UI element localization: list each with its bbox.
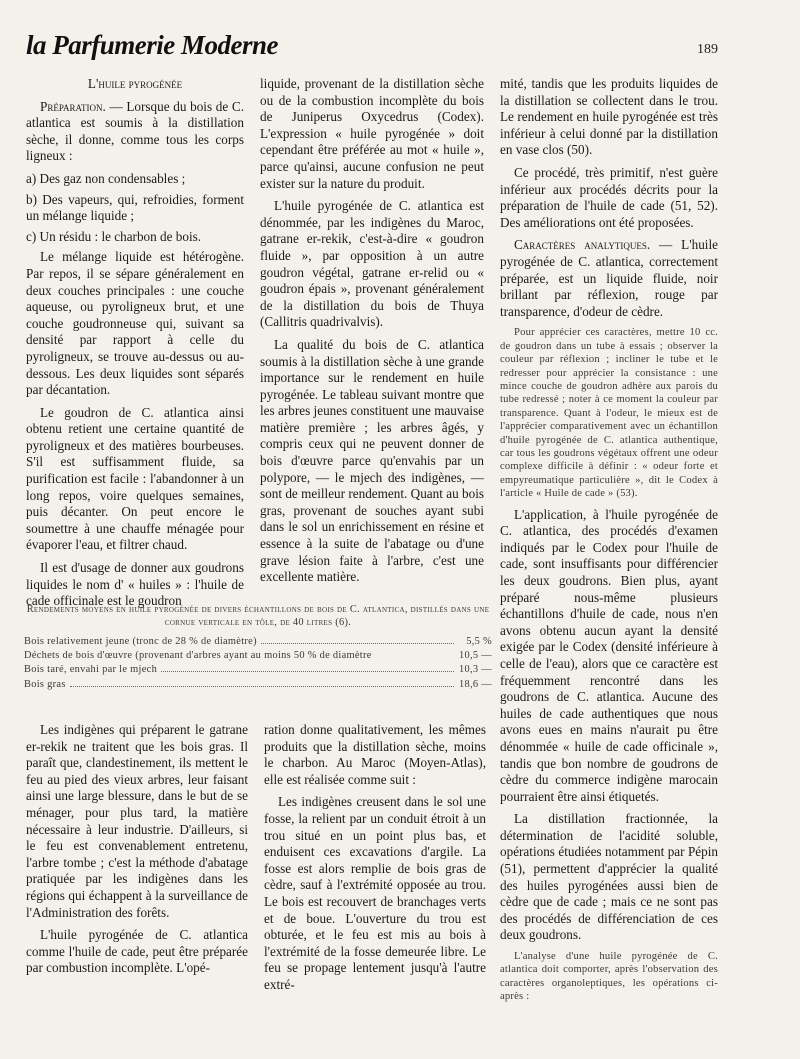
analytical-paragraph [500, 237, 718, 320]
table-row [24, 635, 492, 649]
journal-masthead: la Parfumerie Moderne [26, 30, 278, 60]
table-row-value: 10,5 — [459, 650, 492, 662]
column-1-top [26, 76, 244, 616]
paragraph: La qualité du bois de C. atlantica soumis à la distillation sèche à une grande importance sur le rendement en huile pyrogénée. Le tableau suivant montre que les arbres jeunes constituent une mauvaise matière première ; les arbres âgés, y compris ceux qui ne peuvent donner de bois d'œuvre parce qu'envahis par un polypore, — le mjech des indigènes, — sont de meilleur rendement. Quant au bois gras, provenant de souches ayant subi dans le sol un enrichissement en résine et essence à la suite de l'abatage ou d'une grave lésion faite à l'arbre, c'est une excellente matière. [260, 336, 484, 585]
dot-leader [161, 671, 454, 672]
paragraph: Le mélange liquide est hétérogène. Par repos, il se sépare généralement en deux couches principales : une couche aqueuse, ou pyroligneux brut, et une couche goudronneuse qui, suivant sa densité par rapport à celle du pyroligneux, se trouve au-dessus ou au-dessous. Les deux liquides sont séparés par décantation. [26, 249, 244, 398]
paragraph: L'huile pyrogénée de C. atlantica comme l'huile de cade, peut être préparée par combustion incomplète. L'opé- [26, 927, 248, 976]
column-3 [500, 76, 718, 1010]
table-row-value: 5,5 % [466, 636, 492, 647]
column-2-top [260, 76, 484, 592]
paragraph: ration donne qualitativement, les mêmes produits que la distillation sèche, moins le charbon. Au Maroc (Moyen-Atlas), elle est réalisée comme suit : [264, 722, 486, 787]
paragraph: L'huile pyrogénée de C. atlantica est dénommée, par les indigènes du Maroc, gatrane er-rekik, c'est-à-dire « goudron fluide », par opposition à un autre goudron végétal, gatrane er-relid ou « goudron épais », provenant généralement de la distillation du bois de Thuya (Callitris quadrivalvis). [260, 198, 484, 330]
paragraph: mité, tandis que les produits liquides de la distillation se collectent dans le trou. Le rendement en huile pyrogénée est très inférieur à celui donné par la distillation en vase clos (50). [500, 76, 718, 158]
preparation-label: Préparation. [40, 98, 106, 114]
table-row-label: Bois taré, envahi par le mjech [24, 664, 158, 676]
paragraph: Les indigènes qui préparent le gatrane er-rekik ne traitent que les bois gras. Il paraît que, clandestinement, ils mettent le feu au pied des vieux arbres, leur faisant ainsi une large blessure, dans le but de se ménager, pour plus tard, la matière nécessaire à leur industrie. D'ailleurs, si le feu est convenablement entretenu, l'arbre tombe ; c'est la méthode d'abatage pratiquée par les indigènes dans les régions qui échappent à la surveillance de l'Administration des forêts. [26, 722, 248, 920]
column-2-bottom [264, 722, 486, 1000]
paragraph: liquide, provenant de la distillation sèche ou de la combustion incomplète du bois de Juniperus Oxycedrus (Codex). L'expression « huile pyrogénée » doit cependant être préférée au mot « huile », parce qu'ainsi, aucune confusion ne peut exister sur la nature du produit. [260, 76, 484, 191]
dot-leader [261, 643, 454, 644]
table-row [24, 678, 492, 692]
list-item-b: b) Des vapeurs, qui, refroidies, forment un mélange liquide ; [26, 191, 244, 224]
preparation-paragraph [26, 99, 244, 165]
paragraph: La distillation fractionnée, la détermination de l'acidité soluble, opérations étudiées notamment par Pépin (51), permettent d'apprécier la qualité des huiles pyrogénées aussi bien de cèdre que de cade ; mais ce ne sont pas des procédés de différenciation de ces deux goudrons. [500, 811, 718, 943]
dot-leader [70, 686, 454, 687]
table-row [24, 663, 492, 677]
table-row-label: Bois gras [24, 678, 66, 690]
analytical-label: Caractères analytiques. [514, 237, 651, 253]
list-item-c: c) Un résidu : le charbon de bois. [26, 228, 202, 244]
small-print-paragraph: L'analyse d'une huile pyrogénée de C. atlantica doit comporter, après l'observation des caractères organoleptiques, les opérations ci-après : [500, 951, 718, 1003]
table-row-label: Bois relativement jeune (tronc de 28 % de diamètre) [24, 636, 257, 647]
analytical-text: — L'huile pyrogénée de C. atlantica, correctement préparée, est un liquide fluide, noir brillant par réflexion, rouge par transparence, d'odeur de cèdre. [500, 237, 718, 319]
table-row-value: 10,3 — [459, 664, 492, 676]
page-number: 189 [697, 42, 718, 57]
paragraph: Le goudron de C. atlantica ainsi obtenu retient une certaine quantité de pyroligneux et des matières bourbeuses. S'il est suffisamment fluide, sa purification est facile : l'abandonner à un long repos, voire quelques semaines, puis décanter. On peut encore le soumettre à une chauffe ménagée pour évaporer l'eau, et filtrer chaud. [26, 404, 244, 553]
yield-table [24, 603, 492, 692]
list-item-a: a) Des gaz non condensables ; [26, 170, 186, 186]
table-caption: Rendements moyens en huile pyrogénée de divers échantillons de bois de C. atlantica, distillés dans une cornue verticale en tôle, de 40 litres (6). [26, 604, 490, 628]
table-row-value: 18,6 — [459, 678, 492, 690]
preparation-text: — Lorsque du bois de C. atlantica est soumis à la distillation sèche, il donne, comme tous les corps ligneux : [26, 98, 244, 164]
paragraph: Ce procédé, très primitif, n'est guère inférieur aux procédés décrits pour la préparation de l'huile de cade (51, 52). Des améliorations ont été proposées. [500, 164, 718, 230]
paragraph: Les indigènes creusent dans le sol une fosse, la relient par un conduit étroit à un trou situé en un point plus bas, et enduisent ces excavations d'argile. La fosse est alors remplie de bois gras de cèdre, sauf à l'extrémité opposée au trou. Le bois est recouvert de branchages verts et de boue. L'ouverture du trou est obturée, et le feu est mis au bois à l'extrémité de la fosse demeurée libre. Le feu se propage lentement jusqu'à l'autre extré- [264, 794, 486, 992]
column-1-bottom [26, 722, 248, 983]
table-row-label: Déchets de bois d'œuvre (provenant d'arbres ayant au moins 50 % de diamètre [24, 650, 372, 662]
section-heading: L'huile pyrogénée [87, 76, 183, 91]
paragraph: L'application, à l'huile pyrogénée de C. atlantica, des procédés d'examen indiqués par le Codex pour l'huile de cade, sont insuffisants pour différencier les deux goudrons. Bien plus, ayant préparé nous-même plusieurs échantillons d'huile de cade, nous n'en avons obtenu aucun ayant la densité exigée par le Codex (densité inférieure à celle de l'eau), alors que ce caractère est fréquemment rencontré dans les goudrons de C. atlantica. Aucune des huiles de cade authentiques que nous avons eues en mains n'aurait pu être dénommée « huile de cade officinale », tandis que bon nombre de goudrons de cèdre du commerce indigène marocain pourraient être ainsi étiquetés. [500, 506, 718, 804]
paragraph: Il est d'usage de donner aux goudrons liquides le nom d' « huiles » : l'huile de cade officinale est le goudron [26, 560, 244, 609]
small-print-paragraph: Pour apprécier ces caractères, mettre 10 cc. de goudron dans un tube à essais ; observer la couleur par réflexion ; incliner le tube et le redresser pour apprécier la consistance : une mince couche de goudron adhère aux parois du tube redressé ; noter à ce moment la couleur par transparence. Quant à l'odeur, le mieux est de l'apprécier comparativement avec un échantillon d'huile pyrogénée de C. atlantica authentique, car tous les goudrons végétaux offrent une odeur complexe difficile à définir : « odeur forte et empyreumatique particulière », dit le Codex à l'article « Huile de cade » (53). [500, 327, 718, 500]
table-row [24, 649, 492, 663]
